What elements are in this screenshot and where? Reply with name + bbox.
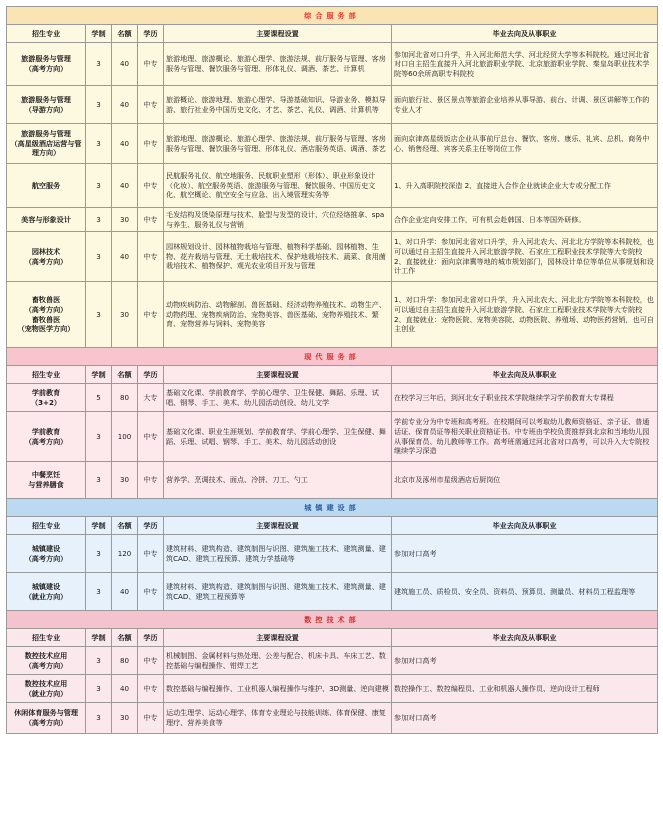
column-header: 学制 xyxy=(86,25,112,43)
courses-cell: 旅游地理、旅游概论、旅游心理学、旅游法规、前厅服务与管理、客房服务与管理、餐饮服务与管理、形体礼仪、调酒、茶艺、计算机 xyxy=(164,43,392,86)
edu-cell: 中专 xyxy=(138,232,164,282)
column-header: 招生专业 xyxy=(7,25,86,43)
edu-cell: 中专 xyxy=(138,208,164,232)
column-header: 毕业去向及从事职业 xyxy=(392,629,658,647)
courses-cell: 基础文化课、学前教育学、学前心理学、卫生保健、舞蹈、乐理、试唱、钢琴、手工、美术、幼儿园活动创设、幼儿文学 xyxy=(164,384,392,412)
years-cell: 3 xyxy=(86,535,112,573)
years-cell: 3 xyxy=(86,164,112,208)
edu-cell: 中专 xyxy=(138,675,164,703)
major-cell: 城镇建设 （就业方向） xyxy=(7,573,86,611)
column-header: 招生专业 xyxy=(7,366,86,384)
years-cell: 3 xyxy=(86,43,112,86)
table-row xyxy=(7,535,658,573)
section-title-row xyxy=(7,499,658,517)
column-header: 名额 xyxy=(112,517,138,535)
column-header: 名额 xyxy=(112,25,138,43)
years-cell: 3 xyxy=(86,282,112,348)
column-header-row xyxy=(7,629,658,647)
quota-cell: 120 xyxy=(112,535,138,573)
section-title: 数控技术部 xyxy=(7,611,658,629)
major-cell: 休闲体育服务与管理 （高考方向） xyxy=(7,703,86,734)
career-cell: 参加对口高考 xyxy=(392,647,658,675)
column-header: 学制 xyxy=(86,629,112,647)
column-header: 毕业去向及从事职业 xyxy=(392,517,658,535)
courses-cell: 数控基础与编程操作、工业机器人编程操作与维护、3D测量、逆向建模 xyxy=(164,675,392,703)
section-title-row xyxy=(7,348,658,366)
years-cell: 5 xyxy=(86,384,112,412)
section-title: 城镇建设部 xyxy=(7,499,658,517)
quota-cell: 100 xyxy=(112,412,138,462)
quota-cell: 40 xyxy=(112,86,138,124)
column-header: 名额 xyxy=(112,629,138,647)
career-cell: 参加对口高考 xyxy=(392,703,658,734)
table-row xyxy=(7,647,658,675)
courses-cell: 旅游概论、旅游地理、旅游心理学、导游基础知识、导游业务、模拟导游、旅行社业务中国历史文化、才艺、茶艺、礼仪、调酒、计算机等 xyxy=(164,86,392,124)
courses-cell: 旅游地理、旅游概论、旅游心理学、旅游法规、前厅服务与管理、客房服务与管理、餐饮服务与管理、形体礼仪、酒店服务英语、调酒、茶艺 xyxy=(164,124,392,164)
years-cell: 3 xyxy=(86,232,112,282)
years-cell: 3 xyxy=(86,412,112,462)
years-cell: 3 xyxy=(86,675,112,703)
column-header: 学制 xyxy=(86,366,112,384)
years-cell: 3 xyxy=(86,124,112,164)
table-row xyxy=(7,412,658,462)
years-cell: 3 xyxy=(86,703,112,734)
column-header: 主要课程设置 xyxy=(164,25,392,43)
years-cell: 3 xyxy=(86,573,112,611)
courses-cell: 建筑材料、建筑构造、建筑制图与识图、建筑施工技术、建筑测量、建筑CAD、建筑工程预算等 xyxy=(164,573,392,611)
courses-cell: 运动生理学、运动心理学、体育专业理论与技能训练、体育保健、康复理疗、营养美食等 xyxy=(164,703,392,734)
section-title: 现代服务部 xyxy=(7,348,658,366)
quota-cell: 80 xyxy=(112,647,138,675)
courses-cell: 建筑材料、建筑构造、建筑制图与识图、建筑施工技术、建筑测量、建筑CAD、建筑工程预算、建筑力学基础等 xyxy=(164,535,392,573)
major-cell: 旅游服务与管理 （高考方向） xyxy=(7,43,86,86)
courses-cell: 动物疾病防治、动物解剖、兽医基础、经济动物养殖技术、动物生产、动物药理、宠物疾病防治、宠物美容、兽医基础、宠物养殖技术、繁育、宠物营养与饲料、宠物美容 xyxy=(164,282,392,348)
years-cell: 3 xyxy=(86,647,112,675)
career-cell: 参加对口高考 xyxy=(392,535,658,573)
table-row xyxy=(7,124,658,164)
table-row xyxy=(7,282,658,348)
edu-cell: 中专 xyxy=(138,86,164,124)
courses-cell: 园林规划设计、园林植物栽培与管理、植物科学基础、园林植物、生物、花卉栽培与管理、无土栽培技术、保护地栽培技术、蔬菜、食用菌栽培技术、植物保护、观光农业项目开发与管理 xyxy=(164,232,392,282)
major-cell: 学前教育 （3+2） xyxy=(7,384,86,412)
courses-cell: 基础文化课、职业生涯规划、学前教育学、学前心理学、卫生保健、舞蹈、乐理、试唱、钢琴、手工、美术、幼儿园活动创设 xyxy=(164,412,392,462)
quota-cell: 30 xyxy=(112,462,138,499)
edu-cell: 中专 xyxy=(138,573,164,611)
major-cell: 中餐烹饪 与营养膳食 xyxy=(7,462,86,499)
major-cell: 旅游服务与管理 （高星级酒店运营与管理方向） xyxy=(7,124,86,164)
career-cell: 学前专业分为中专班和高考班。在校期间可以考取幼儿教师资格证、亲子证、普通话证、保育员证等相关职业资格证书。中专班由学校负责推荐到北京和当地幼儿园从事保育员、幼儿教师等工作。高考班需通过河北省对口高考，可以升入大专院校继续学习深造 xyxy=(392,412,658,462)
major-cell: 美容与形象设计 xyxy=(7,208,86,232)
edu-cell: 中专 xyxy=(138,412,164,462)
table-row xyxy=(7,703,658,734)
edu-cell: 中专 xyxy=(138,462,164,499)
career-cell: 1、升入高职院校深造 2、直接进入合作企业就读企业大专或分配工作 xyxy=(392,164,658,208)
courses-cell: 机械制图、金属材料与热处理、公差与配合、机床卡具、车床工艺、数控基础与编程操作、钳焊工艺 xyxy=(164,647,392,675)
major-cell: 数控技术应用 （高考方向） xyxy=(7,647,86,675)
column-header: 毕业去向及从事职业 xyxy=(392,25,658,43)
edu-cell: 中专 xyxy=(138,43,164,86)
career-cell: 数控操作工、数控编程员、工业和机器人操作员、逆向设计工程师 xyxy=(392,675,658,703)
career-cell: 面向旅行社、景区景点等旅游企业培养从事导游、前台、计调、景区讲解等工作的专业人才 xyxy=(392,86,658,124)
career-cell: 在校学习三年后，到河北女子职业技术学院继续学习学前教育大专课程 xyxy=(392,384,658,412)
table-row xyxy=(7,208,658,232)
major-cell: 畜牧兽医 （高考方向） 畜牧兽医 （宠物医学方向） xyxy=(7,282,86,348)
quota-cell: 40 xyxy=(112,573,138,611)
column-header: 招生专业 xyxy=(7,629,86,647)
major-cell: 城镇建设 （高考方向） xyxy=(7,535,86,573)
quota-cell: 30 xyxy=(112,208,138,232)
table-row xyxy=(7,384,658,412)
column-header: 学历 xyxy=(138,366,164,384)
column-header: 名额 xyxy=(112,366,138,384)
table-row xyxy=(7,462,658,499)
courses-cell: 营养学、烹调技术、面点、冷拼、刀工、勺工 xyxy=(164,462,392,499)
table-row xyxy=(7,164,658,208)
section-title-row xyxy=(7,7,658,25)
edu-cell: 中专 xyxy=(138,282,164,348)
years-cell: 3 xyxy=(86,86,112,124)
column-header: 主要课程设置 xyxy=(164,366,392,384)
edu-cell: 中专 xyxy=(138,535,164,573)
career-cell: 建筑施工员、质检员、安全员、资料员、预算员、测量员、材料员工程监理等 xyxy=(392,573,658,611)
column-header: 招生专业 xyxy=(7,517,86,535)
column-header: 学历 xyxy=(138,629,164,647)
quota-cell: 80 xyxy=(112,384,138,412)
career-cell: 北京市及涿州市星级酒店后厨岗位 xyxy=(392,462,658,499)
years-cell: 3 xyxy=(86,462,112,499)
major-cell: 园林技术 （高考方向） xyxy=(7,232,86,282)
major-cell: 数控技术应用 （就业方向） xyxy=(7,675,86,703)
major-cell: 学前教育 （高考方向） xyxy=(7,412,86,462)
edu-cell: 中专 xyxy=(138,647,164,675)
quota-cell: 40 xyxy=(112,164,138,208)
column-header: 学历 xyxy=(138,25,164,43)
years-cell: 3 xyxy=(86,208,112,232)
career-cell: 1、对口升学：参加河北省对口升学，升入河北农大、河北北方学院等本科院校，也可以通过自主招生直接升入河北旅游学院、石家庄工程职业技术学院等大专院校 2、直接就业：面向京津冀等地的城市规划部门，园林设计单位等单位从事规划和设计工作 xyxy=(392,232,658,282)
column-header: 毕业去向及从事职业 xyxy=(392,366,658,384)
courses-cell: 民航服务礼仪、航空地服务、民航职业塑形（形体）、职业形象设计（化妆）、航空服务英语、旅游服务与管理、餐饮服务、中国历史文化、航空概论、航空安全与应急、出入境管理实务等 xyxy=(164,164,392,208)
quota-cell: 40 xyxy=(112,232,138,282)
column-header-row xyxy=(7,25,658,43)
table-row xyxy=(7,232,658,282)
column-header: 主要课程设置 xyxy=(164,517,392,535)
section-title-row xyxy=(7,611,658,629)
quota-cell: 40 xyxy=(112,124,138,164)
quota-cell: 30 xyxy=(112,703,138,734)
quota-cell: 30 xyxy=(112,282,138,348)
edu-cell: 中专 xyxy=(138,703,164,734)
column-header: 主要课程设置 xyxy=(164,629,392,647)
column-header-row xyxy=(7,517,658,535)
table-row xyxy=(7,43,658,86)
edu-cell: 中专 xyxy=(138,124,164,164)
section-title: 综合服务部 xyxy=(7,7,658,25)
table-row xyxy=(7,675,658,703)
quota-cell: 40 xyxy=(112,675,138,703)
courses-cell: 毛发结构及烫染原理与技术、脸型与发型的设计、穴位经络推拿、spa与养生、服务礼仪与营销 xyxy=(164,208,392,232)
column-header: 学制 xyxy=(86,517,112,535)
column-header-row xyxy=(7,366,658,384)
quota-cell: 40 xyxy=(112,43,138,86)
edu-cell: 大专 xyxy=(138,384,164,412)
career-cell: 1、对口升学：参加河北省对口升学，升入河北农大、河北北方学院等本科院校，也可以通过自主招生直接升入河北旅游学院、石家庄工程职业技术学院等大专院校 2、直接就业：宠物医院、宠物美容院、动物医院、养殖场、动物医药营销，也可自主创业 xyxy=(392,282,658,348)
table-row xyxy=(7,573,658,611)
table-row xyxy=(7,86,658,124)
career-cell: 参加河北省对口升学，升入河北师范大学、河北经贸大学等本科院校。通过河北省对口自主招生直接升入河北旅游职业学院、北京旅游职业学院、秦皇岛职业技术学院等60余所高职专科院校 xyxy=(392,43,658,86)
major-cell: 旅游服务与管理 （导游方向） xyxy=(7,86,86,124)
career-cell: 面向京津高星级饭店企业从事前厅总台、餐饮、客房、康乐、礼宾、总机、商务中心、销售经理、宾客关系主任等岗位工作 xyxy=(392,124,658,164)
column-header: 学历 xyxy=(138,517,164,535)
enrollment-table xyxy=(6,6,658,734)
major-cell: 航空服务 xyxy=(7,164,86,208)
career-cell: 合作企业定向安排工作，可有机会赴韩国、日本等国外研修。 xyxy=(392,208,658,232)
edu-cell: 中专 xyxy=(138,164,164,208)
